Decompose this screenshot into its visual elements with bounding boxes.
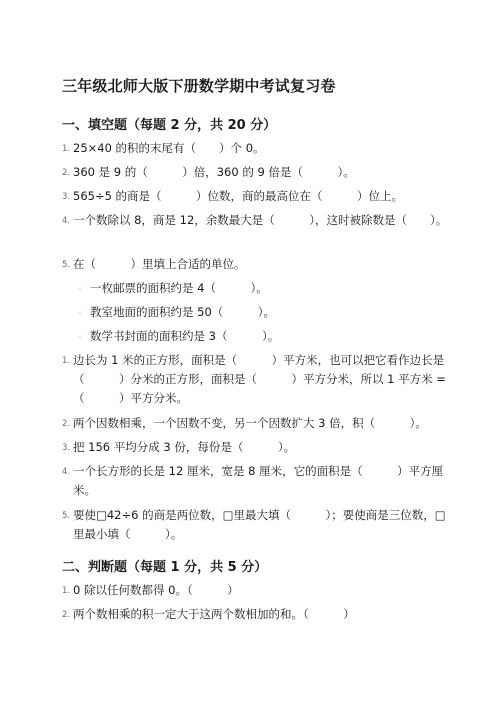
question-text: 在（ ）里填上合适的单位。 [73, 257, 246, 271]
document-title: 三年级北师大版下册数学期中考试复习卷 [62, 77, 336, 95]
sub-question-text: 数学书封面的面积约是 3（ ）。 [90, 329, 280, 343]
question-text: 一个数除以 8，商是 12，余数最大是（ ），这时被除数是（ ）。 [73, 213, 448, 227]
question-number: 2. [62, 168, 71, 178]
question-text: 0 除以任何数都得 0。（ ） [73, 583, 239, 597]
question-text: 360 是 9 的（ ）倍，360 的 9 倍是（ ）。 [73, 165, 355, 179]
sub-question-text: 一枚邮票的面积约是 4（ ）。 [90, 281, 268, 295]
bullet: ◦ [78, 309, 83, 318]
question-2-3 [62, 438, 454, 458]
question-text: 把 156 平均分成 3 份，每份是（ ）。 [73, 440, 296, 454]
question-number: 3. [62, 192, 71, 202]
section-heading-true-false: 二、判断题（每题 1 分，共 5 分） [62, 560, 268, 575]
question-2-1 [62, 351, 454, 408]
bullet: ◦ [78, 333, 83, 342]
question-number: 2. [62, 419, 71, 429]
question-number: 4. [62, 216, 71, 226]
question-1-3 [62, 187, 454, 207]
sub-question-text: 教室地面的面积约是 50（ ）。 [90, 305, 276, 319]
judge-question-2 [62, 605, 454, 625]
question-text: 边长为 1 米的正方形，面积是（ ）平方米，也可以把它看作边长是（ ）分米的正方形，面积是（ ）平方分米，所以 1 平方米 =（ ）平方分米。 [73, 353, 446, 405]
sub-question-book-cover [78, 327, 279, 347]
question-2-5 [62, 506, 454, 544]
section-heading-fill-in: 一、填空题（每题 2 分，共 20 分） [62, 118, 277, 133]
question-number: 5. [62, 511, 71, 521]
question-text: 25×40 的积的末尾有（ ）个 0。 [73, 141, 265, 155]
question-text: 要使□42÷6 的商是两位数，□里最大填（ ）；要使商是三位数，□里最小填（ ）。 [73, 508, 446, 541]
question-text: 一个长方形的长是 12 厘米，宽是 8 厘米，它的面积是（ ）平方厘米。 [73, 464, 444, 497]
question-1-1 [62, 139, 454, 159]
question-1-4 [62, 211, 454, 231]
question-number: 5. [62, 260, 71, 270]
question-text: 两个因数相乘，一个因数不变，另一个因数扩大 3 倍，积（ ）。 [73, 416, 427, 430]
question-number: 4. [62, 467, 71, 477]
question-number: 1. [62, 586, 71, 596]
question-text: 两个数相乘的积一定大于这两个数相加的和。（ ） [73, 607, 355, 621]
sub-question-stamp [78, 279, 268, 299]
question-number: 2. [62, 610, 71, 620]
question-1-5 [62, 255, 454, 275]
question-text: 565÷5 的商是（ ）位数，商的最高位在（ ）位上。 [73, 189, 404, 203]
question-number: 1. [62, 144, 71, 154]
judge-question-1 [62, 581, 454, 601]
question-number: 3. [62, 443, 71, 453]
question-1-2 [62, 163, 454, 183]
bullet: ◦ [78, 285, 83, 294]
question-2-4 [62, 462, 454, 500]
question-number: 1. [62, 356, 71, 366]
sub-question-classroom [78, 303, 275, 323]
question-2-2 [62, 414, 454, 434]
